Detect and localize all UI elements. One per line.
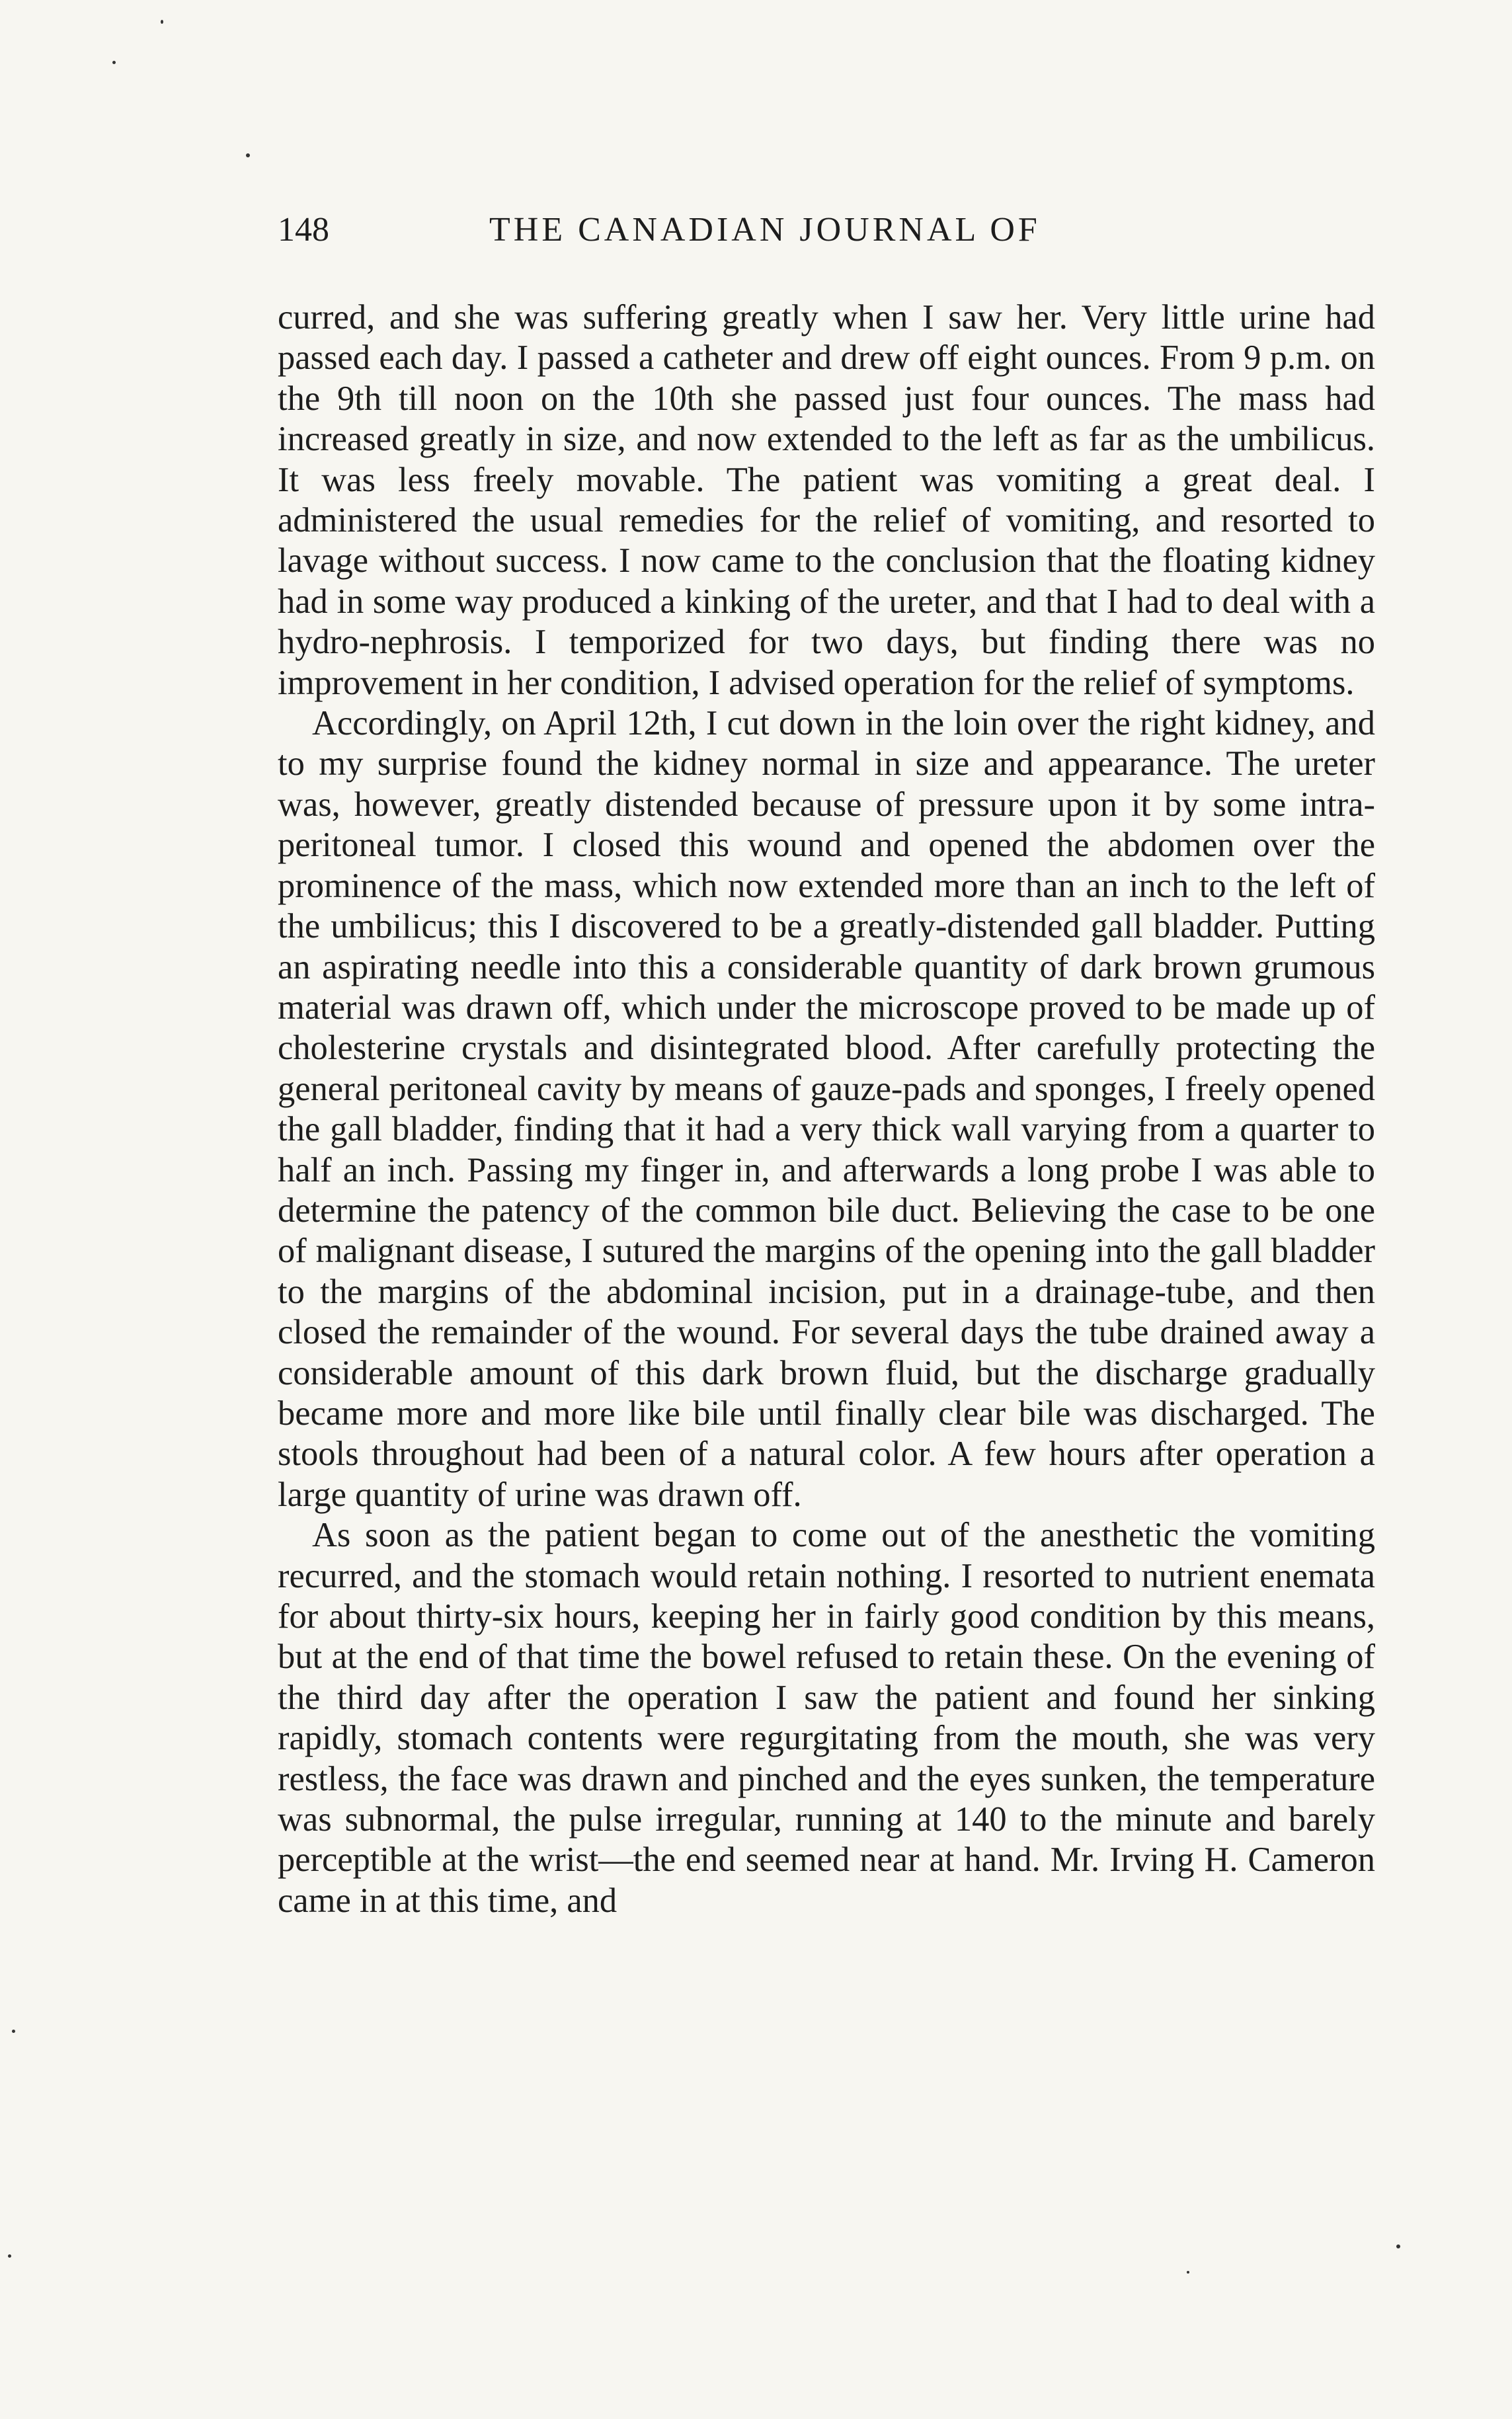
body-paragraph: As soon as the patient began to come out of the anesthetic the vomiting recurred, and the stomach would retain nothing. I resorted to nutrient enemata for about thirty-six hours, keeping her in fairly good condition by this means, but at the end of that time the bowel refused to retain these. On the evening of the third day after the operation I saw the patient and found her sinking rapidly, stomach contents were regurgitating from the mouth, she was very restless, the face was drawn and pinched and the eyes sunken, the temperature was subnormal, the pulse irregular, running at 140 to the minute and barely perceptible at the wrist—the end seemed near at hand. Mr. Irving H. Cameron came in at this time, and (278, 1516, 1375, 1920)
body-paragraph: Accordingly, on April 12th, I cut down in the loin over the right kidney, and to my surprise found the kidney normal in size and appearance. The ureter was, however, greatly distended because of pressure upon it by some intra-peritoneal tumor. I closed this wound and opened the abdomen over the prominence of the mass, which now extended more than an inch to the left of the umbilicus; this I discovered to be a greatly-distended gall bladder. Putting an aspirating needle into this a considerable quantity of dark brown grumous material was drawn off, which under the microscope proved to be made up of cholesterine crystals and disintegrated blood. After carefully protecting the general peritoneal cavity by means of gauze-pads and sponges, I freely opened the gall bladder, finding that it had a very thick wall varying from a quarter to half an inch. Passing my finger in, and afterwards a long probe I was able to determine the patency of the common bile duct. Believing the case to be one of malignant disease, I sutured the margins of the opening into the gall bladder to the margins of the abdominal incision, put in a drainage-tube, and then closed the remainder of the wound. For several days the tube drained away a considerable amount of this dark brown fluid, but the discharge gradually became more and more like bile until finally clear bile was discharged. The stools throughout had been of a natural color. A few hours after operation a large quantity of urine was drawn off. (278, 704, 1375, 1514)
scan-speck (12, 2030, 15, 2033)
scan-speck (1396, 2244, 1400, 2248)
scan-speck (246, 153, 250, 157)
body-paragraph: curred, and she was suffering greatly when I saw her. Very little urine had passed each day. I passed a catheter and drew off eight ounces. From 9 p.m. on the 9th till noon on the 10th she passed just four ounces. The mass had increased greatly in size, and now extended to the left as far as the umbilicus. It was less freely movable. The patient was vomiting a great deal. I administered the usual remedies for the relief of vomiting, and resorted to lavage without success. I now came to the conclusion that the floating kidney had in some way produced a kinking of the ureter, and that I had to deal with a hydro-nephrosis. I temporized for two days, but finding there was no improvement in her condition, I advised operation for the relief of symptoms. (278, 298, 1375, 702)
page-number: 148 (278, 211, 329, 249)
scan-speck (1187, 2271, 1189, 2274)
running-header (278, 206, 1137, 254)
article-body (278, 297, 1375, 1921)
scan-speck (8, 2254, 11, 2258)
scan-speck (161, 20, 163, 24)
journal-title: THE CANADIAN JOURNAL OF (489, 211, 1041, 249)
scan-speck (112, 61, 116, 64)
